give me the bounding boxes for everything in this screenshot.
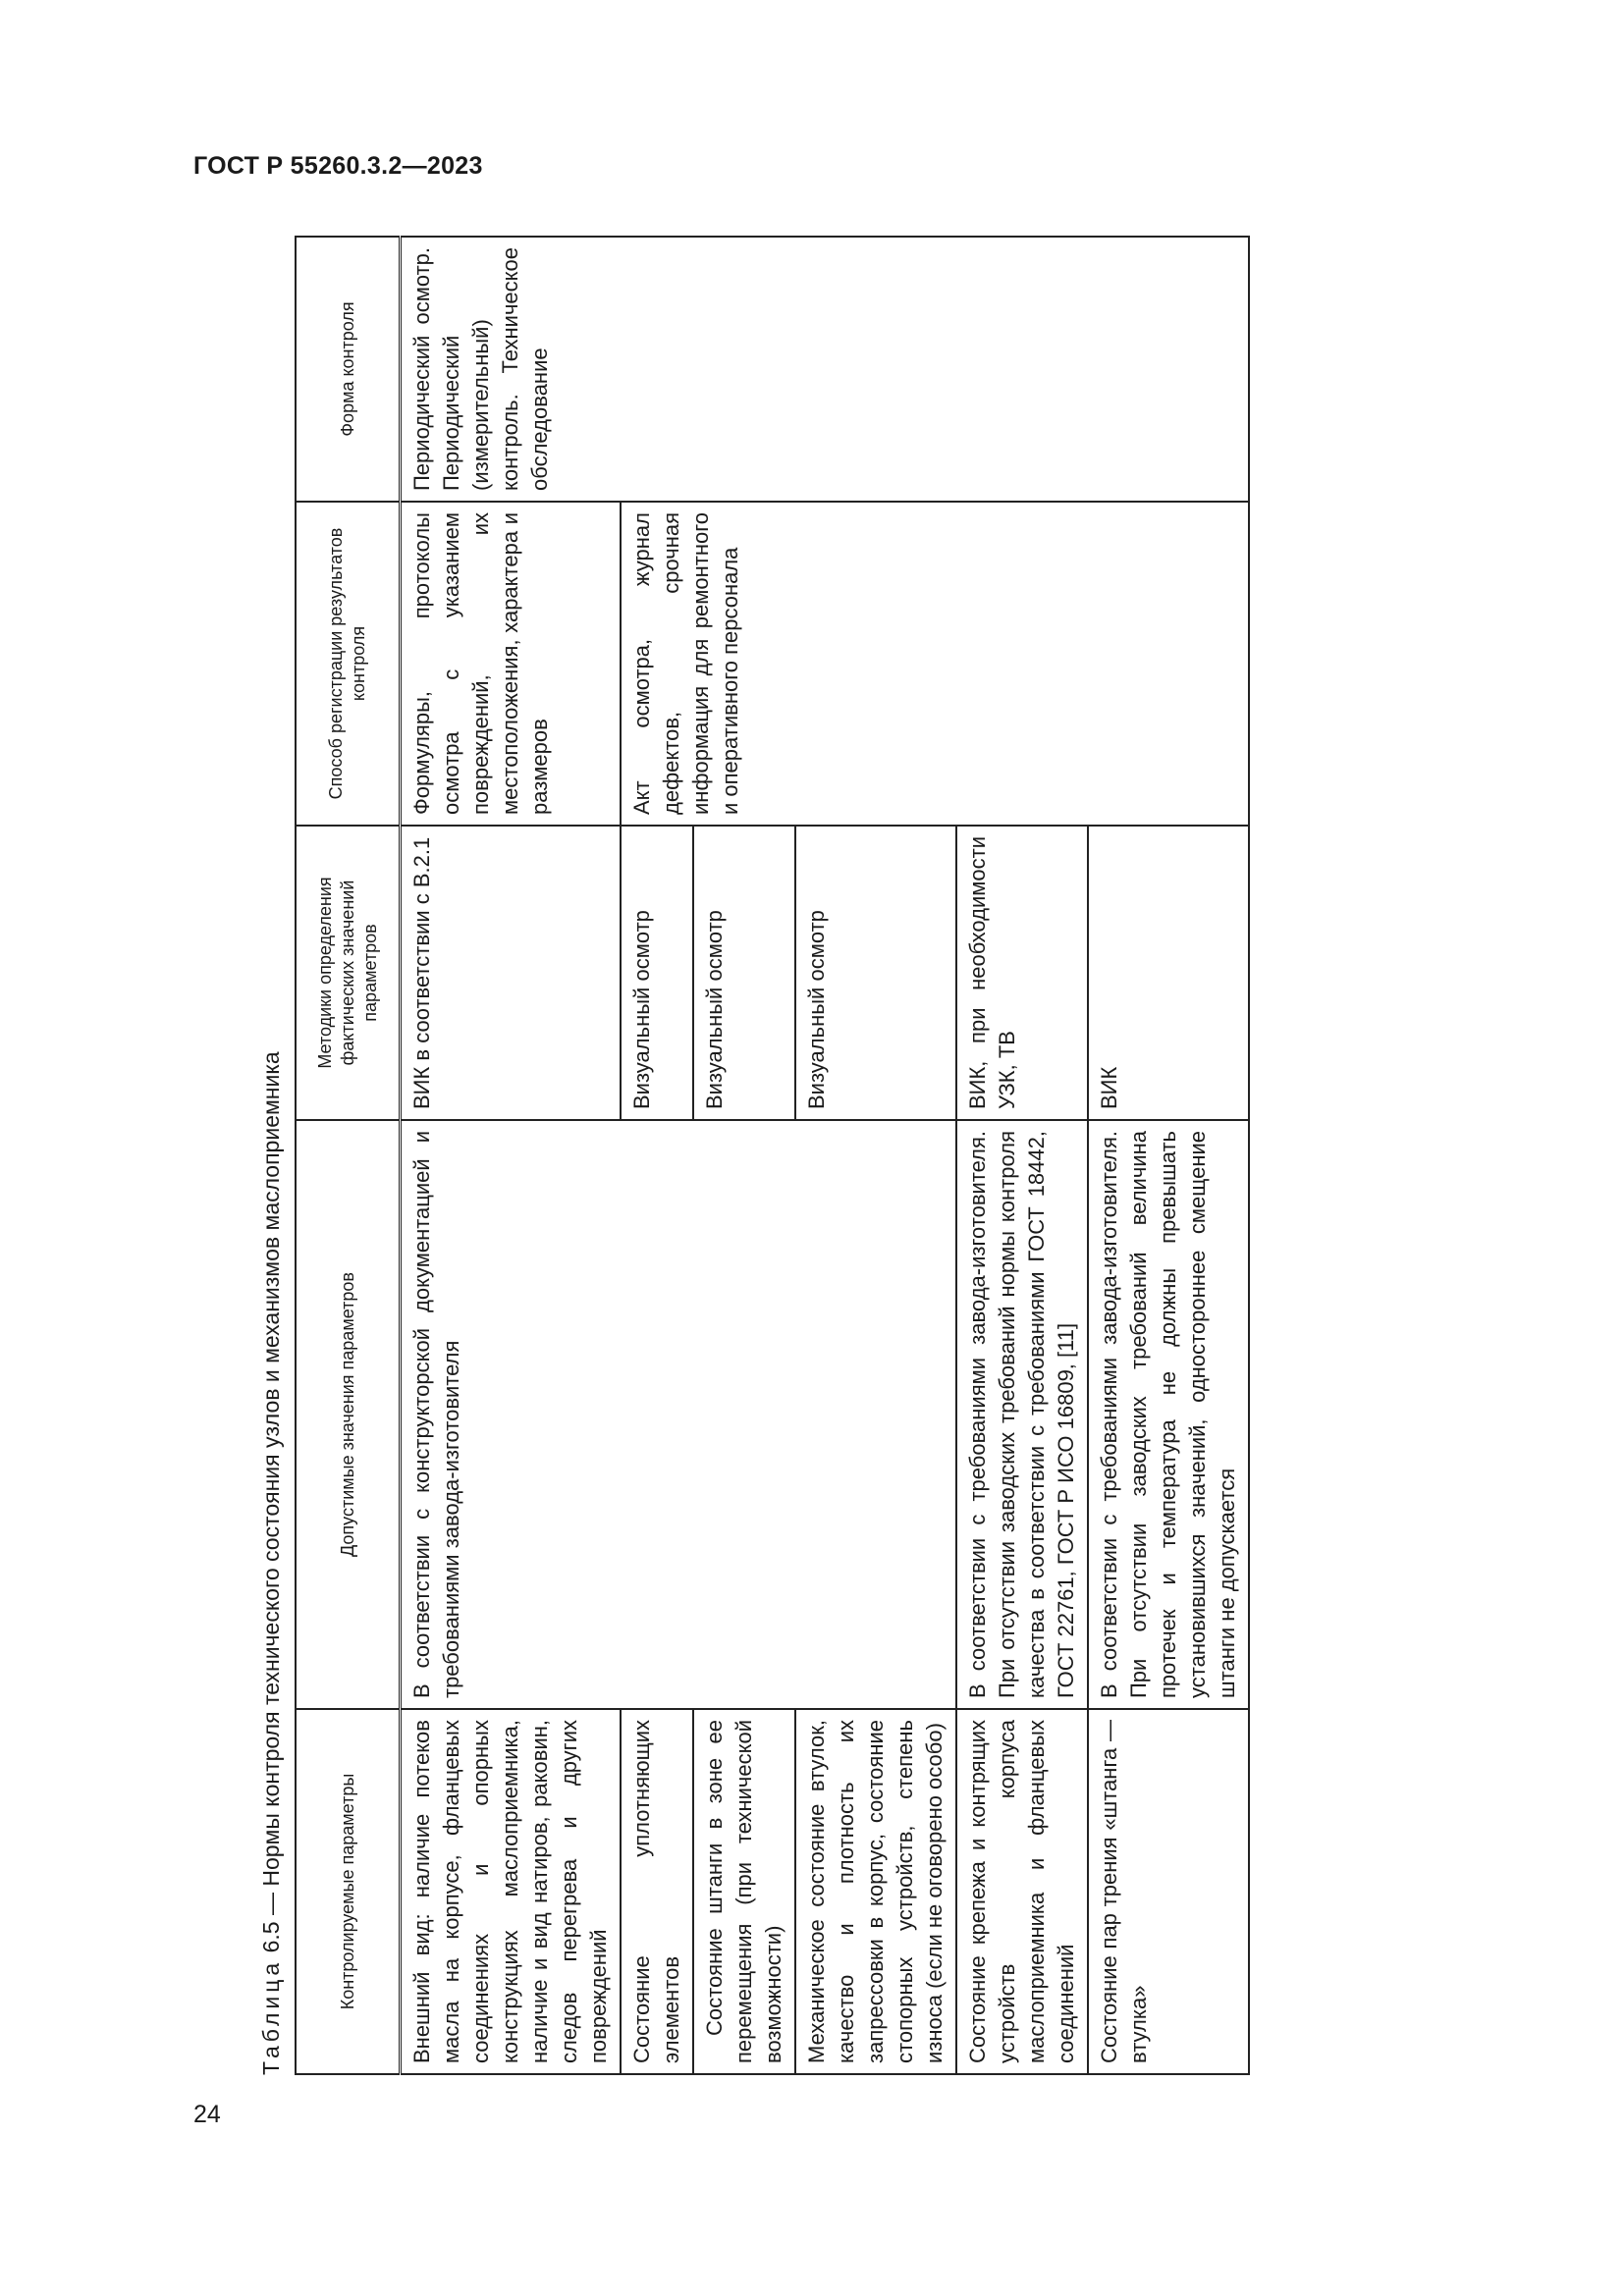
table-row	[401, 237, 622, 2074]
table-caption-label: Таблица	[258, 1958, 284, 2075]
document-number: ГОСТ Р 55260.3.2—2023	[193, 152, 483, 180]
row-param-cell: Состояние штанги в зоне ее перемещения (при технической возможности)	[693, 1709, 795, 2074]
row-param-cell: Внешний вид: наличие потеков масла на корпусе, фланцевых соединениях и опорных конструкциях маслоприемника, наличие и вид натиров, раковин, следов перегрева и других повреждений	[401, 1709, 622, 2074]
table-caption-title: 6.5 — Нормы контроля технического состояния узлов и механизмов маслоприемника	[258, 1051, 284, 1959]
row-method-cell: Визуальный осмотр	[795, 826, 956, 1120]
row-registration-cell: Формуляры, протоколы осмотра с указанием повреждений, их местоположения, характера и размеров	[401, 502, 622, 826]
column-header-allowed-values: Допустимые значения параметров	[296, 1120, 401, 1709]
column-header-parameters: Контролируемые параметры	[296, 1709, 401, 2074]
row-norm-cell: В соответствии с конструкторской документацией и требованиями завода-изготовителя	[401, 1120, 957, 1709]
norms-table	[295, 236, 1250, 2075]
row-method-cell: ВИК	[1088, 826, 1249, 1120]
column-header-registration: Способ регистрации результатов контроля	[296, 502, 401, 826]
row-method-cell: ВИК, при необходимости УЗК, ТВ	[956, 826, 1088, 1120]
row-param-cell: Механическое состояние втулок, качество и плотность их запрессовки в корпус, состояние стопорных устройств, степень износа (если не оговорено особо)	[795, 1709, 956, 2074]
table-header-row	[296, 237, 401, 2074]
row-param-cell: Состояние крепежа и контрящих устройств корпуса маслоприемника и фланцевых соединений	[956, 1709, 1088, 2074]
table-caption	[253, 1051, 289, 2075]
row-registration-cell: Акт осмотра, журнал дефектов, срочная информация для ремонтного и оперативного персонала	[621, 502, 1249, 826]
row-method-cell: ВИК в соответствии с В.2.1	[401, 826, 622, 1120]
row-method-cell: Визуальный осмотр	[693, 826, 795, 1120]
row-method-cell: Визуальный осмотр	[621, 826, 693, 1120]
rotated-table-block	[253, 230, 1471, 2075]
row-param-cell: Состояние уплотняющих элементов	[621, 1709, 693, 2074]
row-norm-cell: В соответствии с требованиями завода-изготовителя. При отсутствии заводских требований величина протечек и температура не должны превышать установившихся значений, одностороннее смещение штанги не допускается	[1088, 1120, 1249, 1709]
column-header-methods: Методики определения фактических значений параметров	[296, 826, 401, 1120]
row-form-cell: Периодический осмотр. Периодический (измерительный) контроль. Техническое обследование	[401, 237, 1250, 502]
page-number: 24	[193, 2101, 221, 2128]
row-param-cell: Состояние пар трения «штанга — втулка»	[1088, 1709, 1249, 2074]
column-header-control-form: Форма контроля	[296, 237, 401, 502]
row-norm-cell: В соответствии с требованиями завода-изготовителя. При отсутствии заводских требований нормы контроля качества в соответствии с требованиями ГОСТ 18442, ГОСТ 22761, ГОСТ Р ИСО 16809, [11]	[956, 1120, 1088, 1709]
